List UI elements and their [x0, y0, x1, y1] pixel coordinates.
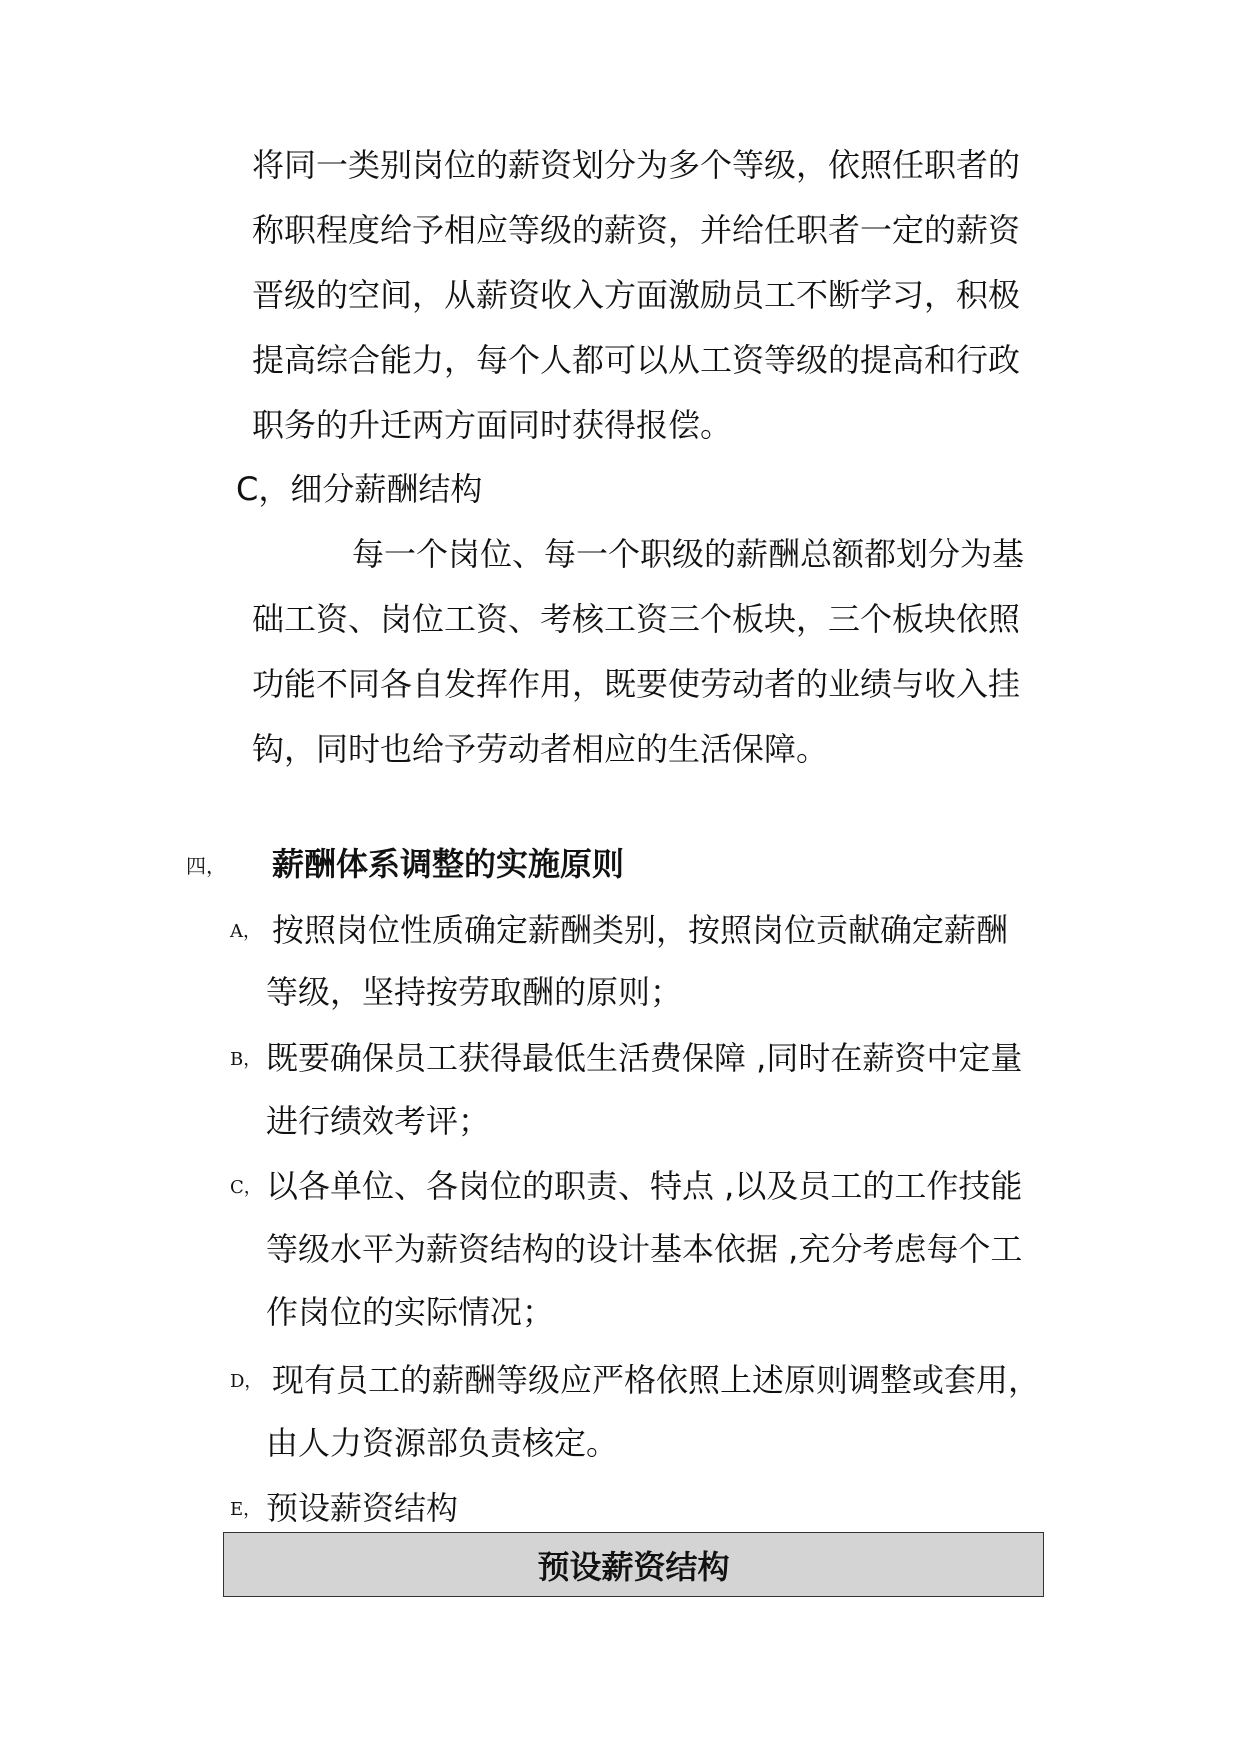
list-marker: B， [230, 1049, 262, 1070]
paragraph-line: 将同一类别岗位的薪资划分为多个等级，依照任职者的 [252, 146, 1021, 184]
salary-structure-table-header [223, 1532, 1044, 1597]
paragraph-line: 功能不同各自发挥作用，既要使劳动者的业绩与收入挂 [252, 665, 1021, 703]
list-item-line: 等级，坚持按劳取酬的原则； [266, 973, 683, 1011]
list-item-line: 作岗位的实际情况； [266, 1293, 555, 1331]
list-item-line: 预设薪资结构 [266, 1489, 459, 1527]
section-title: 薪酬体系调整的实施原则 [272, 845, 625, 883]
list-item-line: 现有员工的薪酬等级应严格依照上述原则调整或套用， [272, 1361, 1041, 1399]
paragraph-line: 提高综合能力，每个人都可以从工资等级的提高和行政 [252, 341, 1021, 379]
list-item-line: 进行绩效考评； [266, 1102, 491, 1140]
paragraph-line: 职务的升迁两方面同时获得报偿。 [252, 406, 733, 444]
list-marker: C， [230, 1177, 262, 1198]
list-marker: D， [230, 1371, 263, 1392]
paragraph-line: 钩，同时也给予劳动者相应的生活保障。 [252, 730, 829, 768]
section-number: 四， [186, 854, 226, 878]
list-item-line: 以各单位、各岗位的职责、特点 ,以及员工的工作技能 [266, 1167, 1023, 1205]
paragraph-line: 每一个岗位、每一个职级的薪酬总额都划分为基 [352, 535, 1025, 573]
list-item-line: 按照岗位性质确定薪酬类别，按照岗位贡献确定薪酬 [272, 911, 1009, 949]
list-item-line: 等级水平为薪资结构的设计基本依据 ,充分考虑每个工 [266, 1230, 1023, 1268]
subsection-title: C，细分薪酬结构 [236, 470, 483, 508]
list-marker: E， [230, 1499, 262, 1520]
table-header-label: 预设薪资结构 [537, 1547, 730, 1586]
list-item-line: 由人力资源部负责核定。 [266, 1424, 619, 1462]
paragraph-line: 称职程度给予相应等级的薪资，并给任职者一定的薪资 [252, 211, 1021, 249]
list-marker: A， [230, 921, 261, 942]
paragraph-line: 晋级的空间，从薪资收入方面激励员工不断学习，积极 [252, 276, 1021, 314]
paragraph-line: 础工资、岗位工资、考核工资三个板块，三个板块依照 [252, 600, 1021, 638]
list-item-line: 既要确保员工获得最低生活费保障 ,同时在薪资中定量 [266, 1039, 1023, 1077]
